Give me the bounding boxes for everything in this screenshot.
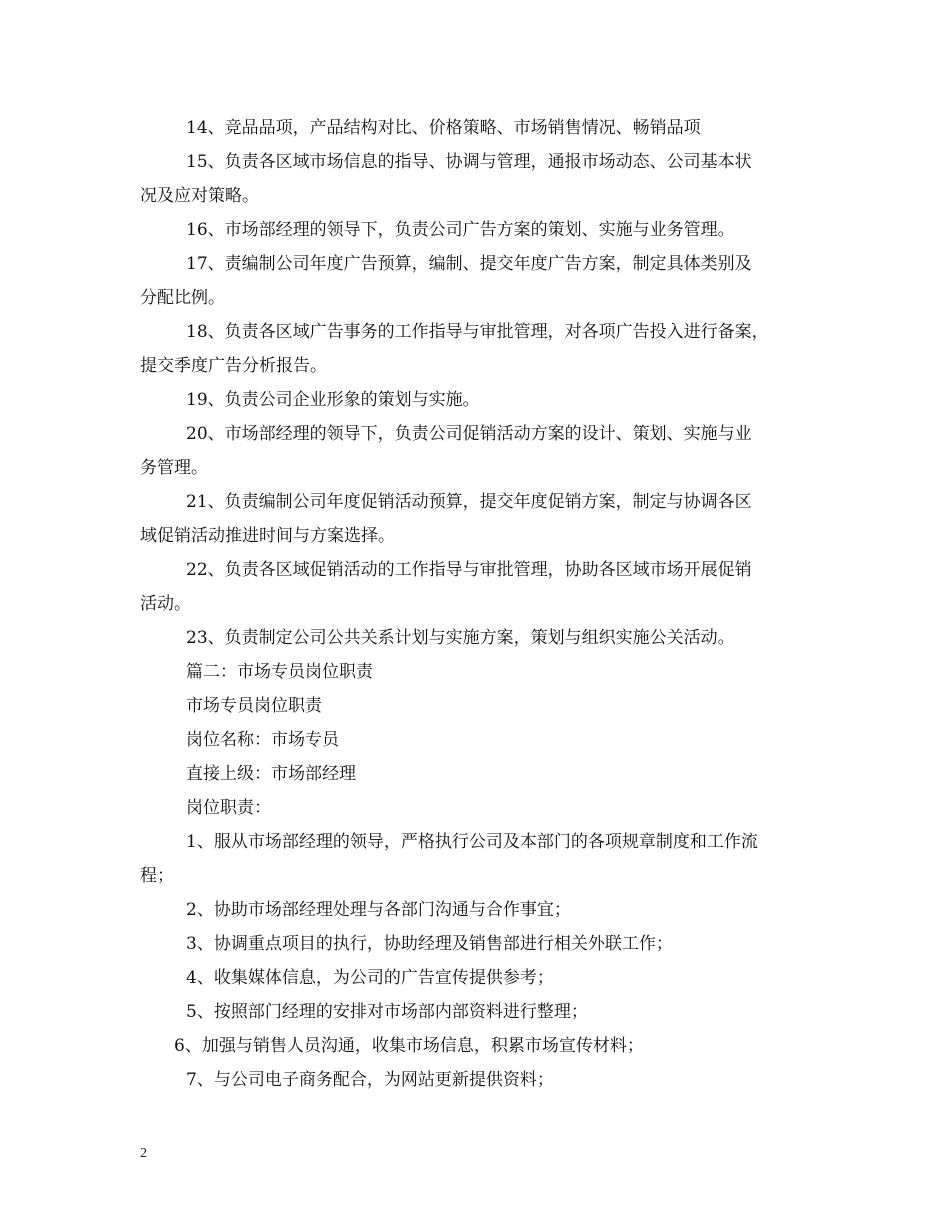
paragraph-line: 域促销活动推进时间与方案选择。 — [140, 526, 395, 546]
section-title: 市场专员岗位职责 — [186, 696, 322, 716]
paragraph-line: 2、协助市场部经理处理与各部门沟通与合作事宜； — [186, 900, 571, 920]
paragraph-line: 14、竞品品项，产品结构对比、价格策略、市场销售情况、畅销品项 — [186, 118, 701, 138]
paragraph-line: 务管理。 — [140, 458, 208, 478]
paragraph-line: 3、协调重点项目的执行，协助经理及销售部进行相关外联工作； — [186, 934, 673, 954]
duties-label: 岗位职责： — [186, 798, 271, 818]
paragraph-line: 5、按照部门经理的安排对市场部内部资料进行整理； — [186, 1002, 588, 1022]
paragraph-line: 23、负责制定公司公共关系计划与实施方案，策划与组织实施公关活动。 — [186, 628, 735, 648]
paragraph-line: 1、服从市场部经理的领导，严格执行公司及本部门的各项规章制度和工作流 — [186, 832, 758, 852]
paragraph-line: 22、负责各区域促销活动的工作指导与审批管理，协助各区域市场开展促销 — [186, 560, 752, 580]
paragraph-line: 15、负责各区域市场信息的指导、协调与管理，通报市场动态、公司基本状 — [186, 152, 752, 172]
document-body — [140, 116, 815, 1102]
paragraph-line: 20、市场部经理的领导下，负责公司促销活动方案的设计、策划、实施与业 — [186, 424, 752, 444]
paragraph-line: 16、市场部经理的领导下，负责公司广告方案的策划、实施与业务管理。 — [186, 220, 735, 240]
paragraph-line: 活动。 — [140, 594, 191, 614]
paragraph-line: 19、负责公司企业形象的策划与实施。 — [186, 390, 480, 410]
supervisor-line: 直接上级：市场部经理 — [186, 764, 356, 784]
section-heading: 篇二：市场专员岗位职责 — [186, 662, 373, 682]
paragraph-line: 21、负责编制公司年度促销活动预算，提交年度促销方案，制定与协调各区 — [186, 492, 752, 512]
page-number: 2 — [140, 1146, 147, 1161]
paragraph-line: 18、负责各区域广告事务的工作指导与审批管理，对各项广告投入进行备案， — [186, 322, 769, 342]
paragraph-line: 况及应对策略。 — [140, 186, 259, 206]
paragraph-line: 提交季度广告分析报告。 — [140, 356, 327, 376]
paragraph-line: 4、收集媒体信息，为公司的广告宣传提供参考； — [186, 968, 554, 988]
paragraph-line: 分配比例。 — [140, 288, 225, 308]
paragraph-line: 7、与公司电子商务配合，为网站更新提供资料； — [186, 1070, 554, 1090]
paragraph-line: 程； — [140, 866, 174, 886]
job-title-line: 岗位名称：市场专员 — [186, 730, 339, 750]
paragraph-line: 6、加强与销售人员沟通，收集市场信息，积累市场宣传材料； — [174, 1036, 644, 1056]
paragraph-line: 17、责编制公司年度广告预算，编制、提交年度广告方案，制定具体类别及 — [186, 254, 752, 274]
